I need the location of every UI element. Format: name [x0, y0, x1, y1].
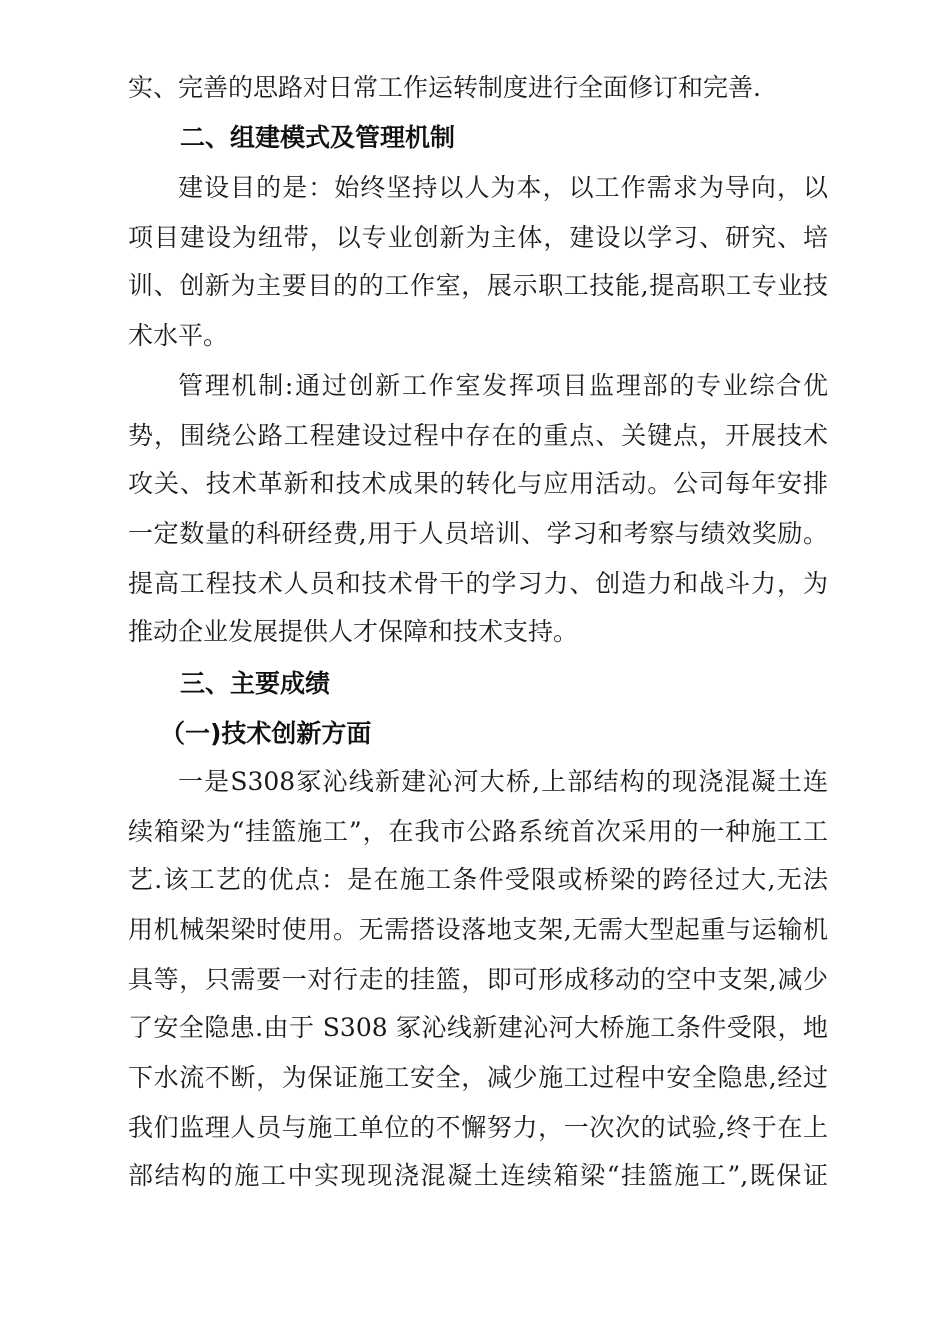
section-heading-2: 二、组建模式及管理机制	[180, 123, 456, 152]
body-text-line: 我们监理人员与施工单位的不懈努力，一次次的试验,终于在上	[128, 1113, 828, 1142]
body-text-line: 术水平。	[128, 321, 229, 350]
body-text-line: 训、创新为主要目的的工作室，展示职工技能,提高职工专业技	[128, 271, 828, 300]
body-text-line: 势，围绕公路工程建设过程中存在的重点、关键点，开展技术	[128, 421, 828, 450]
body-text-line: 具等，只需要一对行走的挂篮，即可形成移动的空中支架,减少	[128, 965, 828, 994]
body-text-line: 管理机制:通过创新工作室发挥项目监理部的专业综合优	[178, 371, 828, 400]
body-text-line: 部结构的施工中实现现浇混凝土连续箱梁“挂篮施工”,既保证	[128, 1161, 828, 1190]
section-heading-3: 三、主要成绩	[180, 669, 331, 698]
body-text-line: 了安全隐患.由于 S308 冢沁线新建沁河大桥施工条件受限，地	[128, 1013, 828, 1042]
body-text-line: 一是S308冢沁线新建沁河大桥,上部结构的现浇混凝土连	[178, 767, 828, 796]
body-text-line: 提高工程技术人员和技术骨干的学习力、创造力和战斗力，为	[128, 569, 828, 598]
body-text-line: 下水流不断，为保证施工安全，减少施工过程中安全隐患,经过	[128, 1063, 828, 1092]
subsection-heading: （一)技术创新方面	[160, 719, 372, 748]
body-text-line: 实、完善的思路对日常工作运转制度进行全面修订和完善.	[128, 73, 761, 102]
body-text-line: 项目建设为纽带，以专业创新为主体，建设以学习、研究、培	[128, 223, 828, 252]
body-text-line: 建设目的是：始终坚持以人为本，以工作需求为导向，以	[178, 173, 828, 202]
body-text-line: 一定数量的科研经费,用于人员培训、学习和考察与绩效奖励。	[128, 519, 828, 548]
body-text-line: 用机械架梁时使用。无需搭设落地支架,无需大型起重与运输机	[128, 915, 828, 944]
body-text-line: 续箱梁为“挂篮施工”，在我市公路系统首次采用的一种施工工	[128, 817, 828, 846]
body-text-line: 艺.该工艺的优点：是在施工条件受限或桥梁的跨径过大,无法	[128, 865, 828, 894]
body-text-line: 攻关、技术革新和技术成果的转化与应用活动。公司每年安排	[128, 469, 828, 498]
body-text-line: 推动企业发展提供人才保障和技术支持。	[128, 617, 579, 646]
